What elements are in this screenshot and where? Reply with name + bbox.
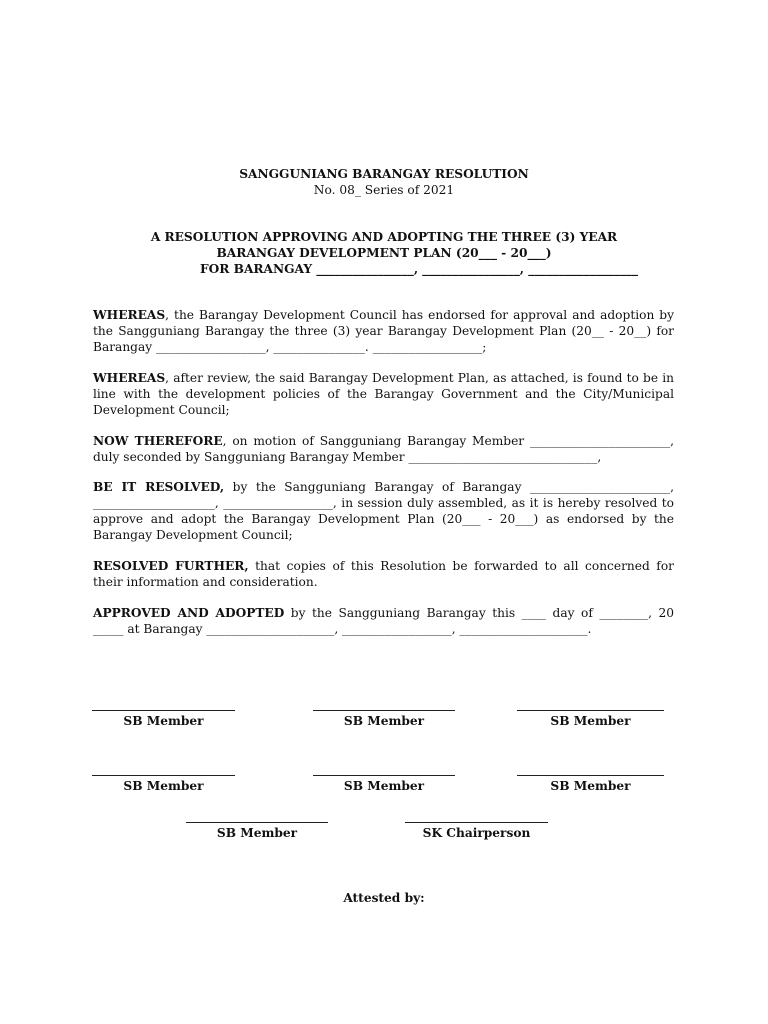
signature-line xyxy=(313,775,455,776)
signature-block xyxy=(313,710,455,729)
signature-line xyxy=(313,710,455,711)
paragraph-text: that copies of this Resolution be forwarded to all concerned for their information and consideration. xyxy=(93,559,674,589)
paragraph-text: by the Sangguniang Barangay of Barangay _______________________, ____________________, __________________, in session duly assembled, as it is hereby resolved to approve and adopt the Barangay Development Plan (20___ - 20___) as endorsed by the Barangay Development Council; xyxy=(93,480,674,542)
paragraph-text: by the Sangguniang Barangay this ____ day of ________, 20 _____ at Barangay _____________________, __________________, _____________________. xyxy=(93,606,674,636)
attested-by-label: Attested by: xyxy=(343,891,425,905)
whereas-paragraph-2 xyxy=(93,370,674,418)
paragraph-text: , after review, the said Barangay Development Plan, as attached, is found to be in line with the development policies of the Barangay Government and the City/Municipal Development Council; xyxy=(93,371,674,417)
paragraph-lead: APPROVED AND ADOPTED xyxy=(93,606,285,620)
signature-block xyxy=(517,710,664,729)
signature-block xyxy=(186,822,328,841)
signature-line xyxy=(405,822,548,823)
signature-line xyxy=(92,775,235,776)
subject-line-3: FOR BARANGAY ________________, ________________, __________________ xyxy=(200,262,638,276)
signatory-label: SK Chairperson xyxy=(422,826,531,840)
paragraph-text: , on motion of Sangguniang Barangay Member _______________________, duly seconded by Sangguniang Barangay Member _______________________________, xyxy=(93,434,674,464)
signature-block xyxy=(517,775,664,794)
whereas-paragraph-1 xyxy=(93,307,674,355)
approved-adopted-paragraph xyxy=(93,605,674,637)
signature-block xyxy=(92,710,235,729)
paragraph-lead: NOW THEREFORE xyxy=(93,434,223,448)
now-therefore-paragraph xyxy=(93,433,674,465)
paragraph-text: , the Barangay Development Council has endorsed for approval and adoption by the Sangguniang Barangay the three (3) year Barangay Development Plan (20__ - 20__) for Barangay __________________, _______________. __________________; xyxy=(93,308,674,354)
signature-block xyxy=(313,775,455,794)
signature-line xyxy=(517,775,664,776)
resolution-number: No. 08_ Series of 2021 xyxy=(313,183,455,197)
document-title: SANGGUNIANG BARANGAY RESOLUTION xyxy=(239,167,529,181)
subject-line-1: A RESOLUTION APPROVING AND ADOPTING THE THREE (3) YEAR xyxy=(150,230,618,244)
signature-line xyxy=(186,822,328,823)
signatory-label: SB Member xyxy=(123,779,204,793)
signature-line xyxy=(517,710,664,711)
signatory-label: SB Member xyxy=(550,779,631,793)
signatory-label: SB Member xyxy=(343,714,425,728)
signatory-label: SB Member xyxy=(550,714,631,728)
be-it-resolved-paragraph xyxy=(93,479,674,543)
paragraph-lead: WHEREAS xyxy=(93,308,166,322)
paragraph-lead: RESOLVED FURTHER, xyxy=(93,559,249,573)
signature-block xyxy=(92,775,235,794)
signature-line xyxy=(92,710,235,711)
subject-line-2: BARANGAY DEVELOPMENT PLAN (20___ - 20___) xyxy=(216,246,552,260)
paragraph-lead: WHEREAS xyxy=(93,371,166,385)
signatory-label: SB Member xyxy=(216,826,298,840)
signatory-label: SB Member xyxy=(123,714,204,728)
signature-block xyxy=(405,822,548,841)
signatory-label: SB Member xyxy=(343,779,425,793)
paragraph-lead: BE IT RESOLVED, xyxy=(93,480,225,494)
resolved-further-paragraph xyxy=(93,558,674,590)
